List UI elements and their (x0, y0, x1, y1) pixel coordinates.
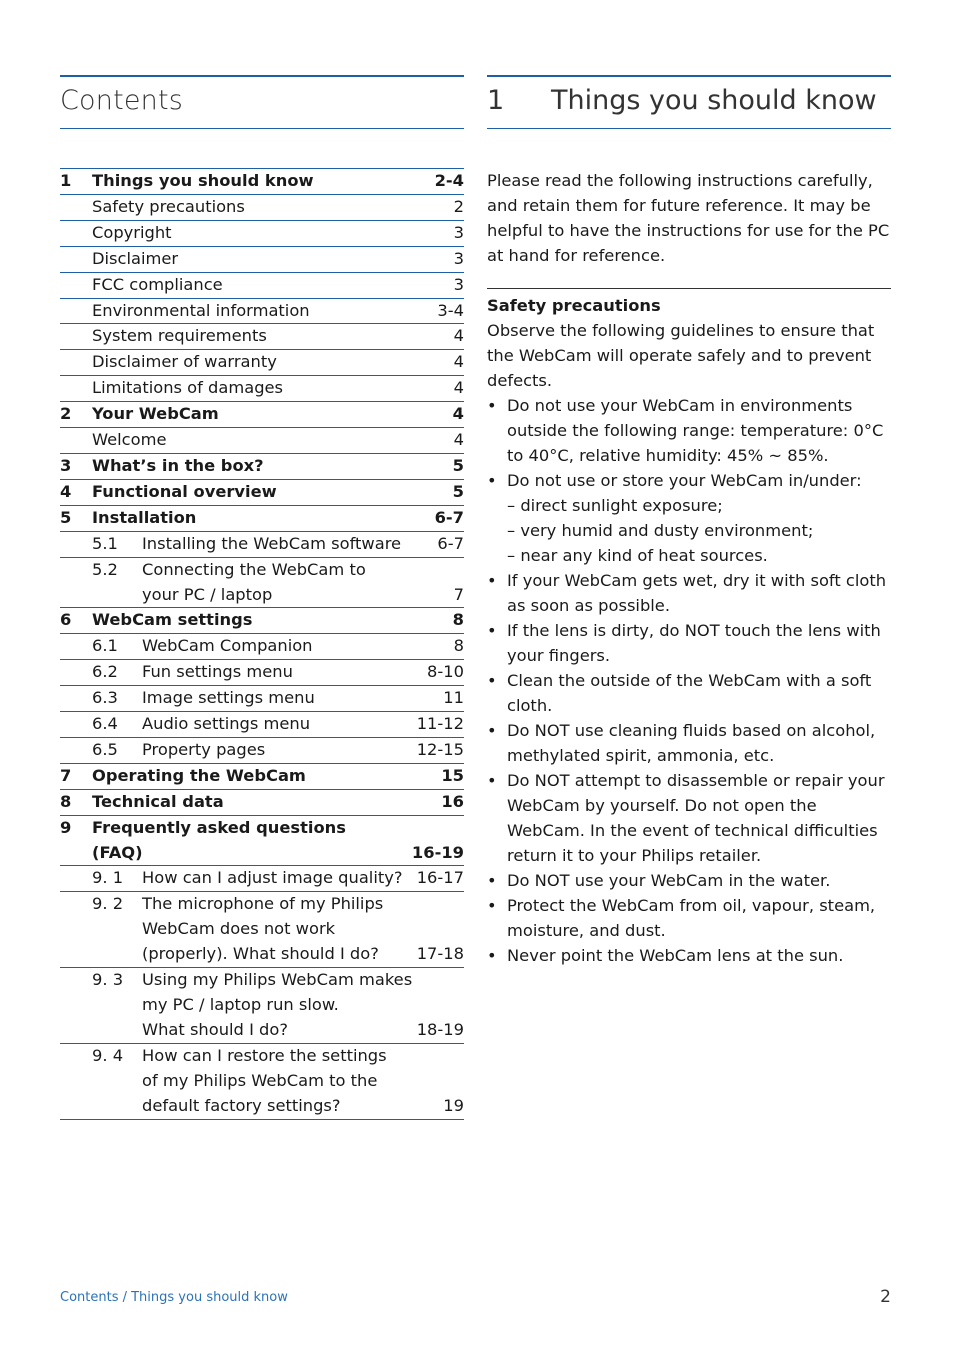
toc-entry-label: Environmental information (92, 300, 310, 320)
toc-entry-number: 2 (60, 404, 72, 424)
toc-entry-page: 3 (453, 274, 464, 294)
toc-entry-number: 9. 2 (92, 894, 124, 914)
toc-entry[interactable] (60, 402, 464, 428)
toc-entry[interactable] (60, 299, 464, 325)
toc-entry-label: Disclaimer (92, 248, 179, 268)
safety-bullet-text: Do not use or store your WebCam in/under: (507, 471, 862, 490)
safety-bullet-text: Protect the WebCam from oil, vapour, steam, moisture, and dust. (507, 896, 876, 940)
toc-entry[interactable] (60, 221, 464, 247)
safety-bullet-text: Do NOT use cleaning fluids based on alcohol, methylated spirit, ammonia, etc. (507, 721, 876, 765)
toc-entry-label: Using my Philips WebCam makes (142, 970, 413, 990)
safety-bullet-text: If your WebCam gets wet, dry it with soft cloth as soon as possible. (507, 571, 887, 615)
safety-subitem: – near any kind of heat sources. (507, 546, 768, 565)
safety-bullet-text: Do not use your WebCam in environments outside the following range: temperature: 0°C to 40°C, relative humidity: 45% ~ 85%. (507, 396, 884, 465)
toc-entry-number: 8 (60, 791, 72, 811)
toc-entry-page: 19 (443, 1095, 464, 1115)
toc-entry[interactable] (60, 247, 464, 273)
toc-entry-page: 4 (453, 352, 464, 372)
toc-entry[interactable] (60, 454, 464, 480)
safety-bullet (487, 393, 891, 468)
toc-entry-label: Safety precautions (92, 196, 245, 216)
toc-entry-page: 16 (441, 791, 464, 811)
toc-entry-number: 9. 1 (92, 868, 124, 888)
toc-entry[interactable] (60, 968, 464, 1044)
toc-entry-number: 9. 4 (92, 1045, 124, 1065)
bullet-dot-icon: • (487, 721, 497, 740)
toc-entry[interactable] (60, 169, 464, 195)
safety-bullet-text: Clean the outside of the WebCam with a soft cloth. (507, 671, 872, 715)
toc-entry-label: The microphone of my Philips (142, 894, 384, 914)
toc-entry-number: 6.5 (92, 739, 118, 759)
toc-entry-label: Fun settings menu (142, 662, 293, 682)
toc-entry-label: Image settings menu (142, 688, 315, 708)
toc-entry-label: Welcome (92, 430, 167, 450)
safety-bullet (487, 943, 891, 968)
toc-entry-label: Copyright (92, 222, 172, 242)
chapter-title: Things you should know (551, 85, 877, 116)
toc-entry-page: 17-18 (416, 944, 464, 964)
toc-entry[interactable] (60, 350, 464, 376)
safety-bullet (487, 718, 891, 768)
toc-entry-number: 5.2 (92, 559, 118, 579)
toc-entry-page: 18-19 (416, 1019, 464, 1039)
toc-entry-label: your PC / laptop (142, 584, 273, 604)
toc-entry-number: 9. 3 (92, 970, 124, 990)
toc-entry-label: How can I adjust image quality? (142, 868, 403, 888)
toc-entry-page: 16-17 (416, 868, 464, 888)
toc-entry-page: 6-7 (437, 533, 464, 553)
safety-list (487, 393, 891, 968)
toc-entry-label: Installation (92, 507, 197, 527)
toc-entry[interactable] (60, 738, 464, 764)
toc-entry-label: Functional overview (92, 481, 277, 501)
toc-entry-number: 9 (60, 817, 72, 837)
toc-entry[interactable] (60, 790, 464, 816)
toc-entry-page: 4 (452, 404, 464, 424)
toc-entry-number: 6.2 (92, 662, 118, 682)
toc-entry[interactable] (60, 608, 464, 634)
toc-entry-label: What’s in the box? (92, 455, 264, 475)
safety-lead: Observe the following guidelines to ensure that the WebCam will operate safely and to prevent defects. (487, 321, 875, 390)
bullet-dot-icon: • (487, 621, 497, 640)
toc-entry-label: Connecting the WebCam to (142, 559, 366, 579)
toc-entry-label: Installing the WebCam software (142, 533, 402, 553)
toc-entry-number: 6.1 (92, 636, 118, 656)
toc-entry[interactable] (60, 712, 464, 738)
toc-entry[interactable] (60, 428, 464, 454)
footer-breadcrumb[interactable]: Contents / Things you should know (60, 1290, 288, 1305)
toc-entry-page: 12-15 (416, 739, 464, 759)
toc-entry-label: WebCam settings (92, 610, 253, 630)
safety-bullet-text: If the lens is dirty, do NOT touch the lens with your fingers. (507, 621, 881, 665)
bullet-dot-icon: • (487, 396, 497, 415)
bullet-dot-icon: • (487, 771, 497, 790)
safety-subitem: – very humid and dusty environment; (507, 521, 814, 540)
toc-entry-number: 7 (60, 765, 72, 785)
table-of-contents (60, 168, 464, 1120)
toc-entry-page: 3 (453, 222, 464, 242)
toc-entry-label: WebCam Companion (142, 636, 313, 656)
toc-entry-page: 8-10 (427, 662, 464, 682)
toc-entry-page: 8 (452, 610, 464, 630)
bullet-dot-icon: • (487, 571, 497, 590)
toc-entry-page: 11-12 (416, 714, 464, 734)
bullet-dot-icon: • (487, 946, 497, 965)
safety-subitem: – direct sunlight exposure; (507, 496, 723, 515)
safety-heading: Safety precautions (487, 296, 661, 315)
toc-entry-page: 7 (453, 584, 464, 604)
safety-bullet (487, 668, 891, 718)
toc-entry-number: 4 (60, 481, 72, 501)
toc-entry[interactable] (60, 273, 464, 299)
toc-entry-page: 15 (441, 765, 464, 785)
toc-entry-label: What should I do? (142, 1019, 288, 1039)
toc-entry-page: 5 (452, 455, 464, 475)
toc-entry-label: How can I restore the settings (142, 1045, 387, 1065)
toc-entry[interactable] (60, 892, 464, 968)
toc-entry-page: 4 (453, 378, 464, 398)
page-number: 2 (880, 1287, 891, 1307)
toc-entry[interactable] (60, 195, 464, 221)
toc-entry[interactable] (60, 660, 464, 686)
bullet-dot-icon: • (487, 471, 497, 490)
toc-entry-page: 3-4 (437, 300, 464, 320)
toc-entry-page: 4 (453, 326, 464, 346)
contents-column (60, 75, 464, 129)
toc-entry-label: (properly). What should I do? (142, 944, 379, 964)
toc-entry[interactable] (60, 376, 464, 402)
toc-entry-label: Operating the WebCam (92, 765, 306, 785)
toc-entry-label: FCC compliance (92, 274, 223, 294)
safety-bullet (487, 618, 891, 668)
safety-bullet (487, 568, 891, 618)
toc-entry-label: default factory settings? (142, 1095, 341, 1115)
toc-entry-label: Frequently asked questions (92, 817, 346, 837)
safety-bullet-text: Do NOT use your WebCam in the water. (507, 871, 831, 890)
safety-bullet (487, 468, 891, 568)
toc-entry-number: 6.3 (92, 688, 118, 708)
toc-entry-page: 16-19 (411, 842, 464, 862)
toc-entry[interactable] (60, 1044, 464, 1120)
toc-entry-page: 8 (453, 636, 464, 656)
toc-entry-label: my PC / laptop run slow. (142, 995, 339, 1014)
safety-bullet-text: Never point the WebCam lens at the sun. (507, 946, 844, 965)
toc-entry-page: 6-7 (434, 507, 464, 527)
toc-entry-page: 5 (452, 481, 464, 501)
chapter-header (487, 75, 891, 129)
toc-entry-label: Disclaimer of warranty (92, 352, 277, 372)
safety-bullet-text: Do NOT attempt to disassemble or repair your WebCam by yourself. Do not open the WebCam. In the event of technical difficulties return it to your Philips retailer. (507, 771, 885, 865)
contents-header (60, 75, 464, 129)
safety-bullet (487, 868, 891, 893)
section-divider (487, 288, 891, 289)
bullet-dot-icon: • (487, 871, 497, 890)
toc-entry-label: (FAQ) (92, 842, 143, 862)
toc-entry-number: 1 (60, 171, 72, 190)
toc-entry-label: WebCam does not work (142, 919, 336, 939)
safety-bullet (487, 893, 891, 943)
toc-entry[interactable] (60, 866, 464, 892)
toc-entry-label: Audio settings menu (142, 714, 311, 734)
toc-entry-number: 6.4 (92, 714, 118, 734)
toc-entry-number: 5 (60, 507, 72, 527)
toc-entry-page: 11 (443, 688, 464, 708)
toc-entry[interactable] (60, 558, 464, 609)
toc-entry-label: Your WebCam (92, 404, 219, 424)
chapter-number: 1 (487, 85, 505, 116)
toc-entry[interactable] (60, 506, 464, 532)
toc-entry-page: 2 (453, 196, 464, 216)
toc-entry-number: 5.1 (92, 533, 118, 553)
toc-entry[interactable] (60, 686, 464, 712)
toc-entry[interactable] (60, 324, 464, 350)
toc-entry[interactable] (60, 634, 464, 660)
toc-entry[interactable] (60, 816, 464, 867)
chapter-column (487, 75, 891, 129)
toc-entry-number: 6 (60, 610, 72, 630)
toc-entry-page: 3 (453, 248, 464, 268)
toc-entry-label: Property pages (142, 739, 266, 759)
toc-entry-page: 4 (453, 430, 464, 450)
bullet-dot-icon: • (487, 896, 497, 915)
toc-entry[interactable] (60, 532, 464, 558)
toc-entry-label: Technical data (92, 791, 224, 811)
toc-entry[interactable] (60, 764, 464, 790)
toc-entry-page: 2-4 (434, 171, 464, 190)
chapter-body (487, 168, 891, 968)
toc-entry-label: of my Philips WebCam to the (142, 1070, 378, 1090)
toc-entry-label: System requirements (92, 326, 267, 346)
toc-entry[interactable] (60, 480, 464, 506)
contents-title: Contents (60, 85, 184, 116)
toc-entry-label: Things you should know (92, 171, 314, 190)
safety-bullet (487, 768, 891, 868)
intro-paragraph: Please read the following instructions carefully, and retain them for future reference. It may be helpful to have the instructions for use for the PC at hand for reference. (487, 171, 890, 265)
toc-entry-label: Limitations of damages (92, 378, 284, 398)
toc-entry-number: 3 (60, 455, 72, 475)
bullet-dot-icon: • (487, 671, 497, 690)
